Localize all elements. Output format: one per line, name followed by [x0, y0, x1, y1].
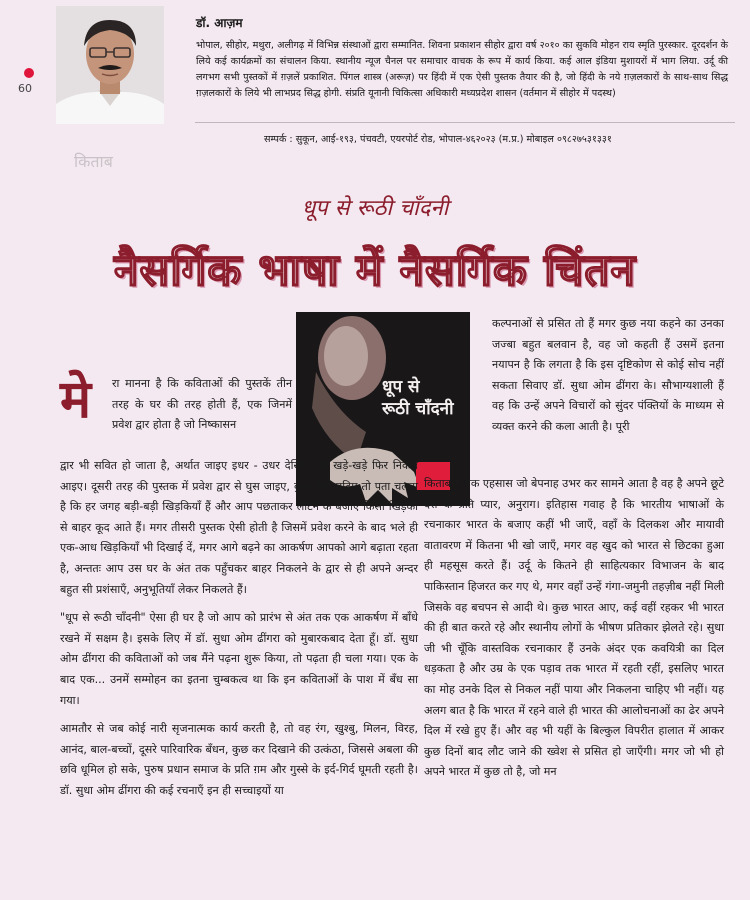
- author-photo: [56, 6, 164, 124]
- right-column: किताब में एक एहसास जो बेपनाह उभर कर सामने आता है वह है अपने छूटे देश के प्रति प्यार, अनुराग। इतिहास गवाह है कि भारतीय भाषाओं के रचनाकार भारत के बजाए कहीं भी जाएँ, वहाँ के दिलकश और मायावी वातावरण में कितना भी खो जाएँ, मगर वह खुद को भारत से छिटका हुआ ही महसूस करते हैं। उर्दू के कितने ही साहित्यकार विभाजन के बाद पाकिस्तान हिजरत कर गए थे, मगर वहाँ उन्हें गंगा-जमुनी तहज़ीब नहीं मिली जिसके वह बचपन से आदी थे। कुछ भारत आए, कई वहीं रहकर भी भारत की ही बात करते रहे और स्थानीय लोगों के भीषण प्रतिकार झेलते रहे। सुधा जी भी चूँकि वास्तविक रचनाकार हैं उनके अंदर एक कवयित्री का दिल धड़कता है और उम्र के एक पड़ाव तक भारत में रहती रहीं, इसलिए भारत का मोह उनके दिल से निकल नहीं पाया और निकलना चाहिए भी नहीं। यह अलग बात है कि भारत में रहने वाले ही भारत की आलोचनाओं का ढेर अपने दिल में रखे हुए हैं। और वह भी यहीं के बिल्कुल विपरीत हालात में आकर कुछ दिनों बाद लौट जाने की ख्वेश से प्रसित हो जाएँगी। मगर जो भी हो अपने भारत में कुछ तो है, जो मन: [424, 477, 724, 779]
- page-marker-dot: [24, 68, 34, 78]
- left-column-intro: रा मानना है कि कविताओं की पुस्तकें तीन तरह के घर की तरह होती हैं, एक जिनमें प्रवेश द्वार होता है जो निष्कासन: [112, 377, 292, 432]
- paragraph: "धूप से रूठी चाँदनी" ऐसा ही घर है जो आप को प्रारंभ से अंत तक एक आकर्षण में बाँधे रखने में सक्षम है। इसके लिए में डॉ. सुधा ओम ढींगरा को मुबारकबाद देता हूँ। डॉ. सुधा ओम ढींगरा की कविताओं को जब मैंने पढ़ना शुरू किया, तो पढ़ता ही चला गया। एक के बाद एक... उनमें सम्मोहन का इतना चुम्बकत्व था कि इन कविताओं के पाश में बँध सा गया।: [60, 611, 418, 707]
- author-contact: सम्पर्क : सुकून, आई-१९३, पंचवटी, एयरपोर्ट रोड, भोपाल-४६२०२३ (म.प्र.) मोबाइल ०९८२७५३१३३१: [264, 134, 612, 145]
- right-column-top: कल्पनाओं से प्रसित तो हैं मगर कुछ नया कहने का उनका जज्बा बहुत बलवान है, वह जो कहती हैं उसमें इतना नयापन है कि लगता है कि इस दृष्टिकोण से कोई सोच नहीं सकता सिवाए डॉ. सुधा ओम ढींगरा के। सौभाग्यशाली हैं वह कि उन्हें अपने विचारों को सुंदर पंक्तियों के माध्यम से व्यक्त करने की कला आती है। पूरी: [492, 317, 724, 433]
- divider: [195, 122, 735, 123]
- cover-title-line2: रूठी चाँदनी: [382, 399, 454, 419]
- article-subtitle: धूप से रूठी चाँदनी: [301, 196, 449, 221]
- author-bio: भोपाल, सीहोर, मथुरा, अलीगढ़ में विभिन्न संस्थाओं द्वारा सम्मानित. शिवना प्रकाशन सीहोर द्वारा वर्ष २०१० का सुकवि मोहन राय स्मृति पुरस्कार. दूरदर्शन के लिये कई कार्यक्रमों का संचालन किया. स्थानीय न्यूज चैनल पर समाचार वाचक के रूप में कार्य किया. कई आल इंडिया मुशायरों में भाग लिया. उर्दू की लगभग सभी पुस्तकों में ग़ज़लें प्रकाशित. पिंगल शास्त्र (अरूज़) पर हिंदी में एक ऐसी पुस्तक तैयार की है, जो हिंदी के नये ग़ज़लकारों के साथ-साथ सिद्ध ग़ज़लकारों के लिये भी लाभप्रद सिद्ध होगी. संप्रति यूनानी चिकित्सा अधिकारी मध्यप्रदेश शासन (वर्तमान में सीहोर में पदस्थ): [196, 40, 728, 99]
- left-column: [60, 456, 418, 810]
- drop-cap: मे: [60, 370, 92, 430]
- page-number: 60: [18, 82, 32, 95]
- paragraph: आमतौर से जब कोई नारी सृजनात्मक कार्य करती है, तो वह रंग, खुश्बु, मिलन, विरह, आनंद, बाल-बच्चों, दूसरे पारिवारिक बँधन, कुछ कर दिखाने की उत्कंठा, जिससे अबला की छवि धूमिल हो सके, पुरुष प्रधान समाज के प्रति ग़म और गुस्से के इर्द-गिर्द घूमती रहती है। डॉ. सुधा ओम ढींगरा की कई रचनाएँ इन ही सच्चाइयों या: [60, 722, 418, 797]
- article-title: नैसर्गिक भाषा में नैसर्गिक चिंतन: [114, 245, 636, 296]
- author-name: डॉ. आज़म: [196, 16, 243, 30]
- paragraph: द्वार भी सवित हो जाता है, अर्थात जाइए इधर - उधर देखिए वहीं खड़े-खड़े फिर निकल आइए। दूसरी तरह की पुस्तक में प्रवेश द्वार से घुस जाइए, कुछ आगे बढ़िए तो पता चलता है कि हर जगह बड़ी-बड़ी खिड़कियाँ हैं और आप पछताकर लौटने के बजाए किसी खिड़की से बाहर कूद आते हैं। मगर तीसरी पुस्तक ऐसी होती है जिसमें प्रवेश करने के बाद भले ही एक-आध खिड़कियाँ भी दिखाई दें, मगर आगे बढ़ने का आकर्षण आपको आगे बढ़ाता रहता है, अन्ततः आप उस घर के अंत तक पहुँचकर बाहर निकलने के द्वार से ही अपने अन्दर बहुत सी प्रशंसाएँ, अनुभूतियाँ लेकर निकलते हैं।: [60, 459, 418, 596]
- cover-title: [382, 376, 462, 420]
- cover-title-line1: धूप से: [382, 377, 420, 397]
- section-label: किताब: [74, 152, 113, 171]
